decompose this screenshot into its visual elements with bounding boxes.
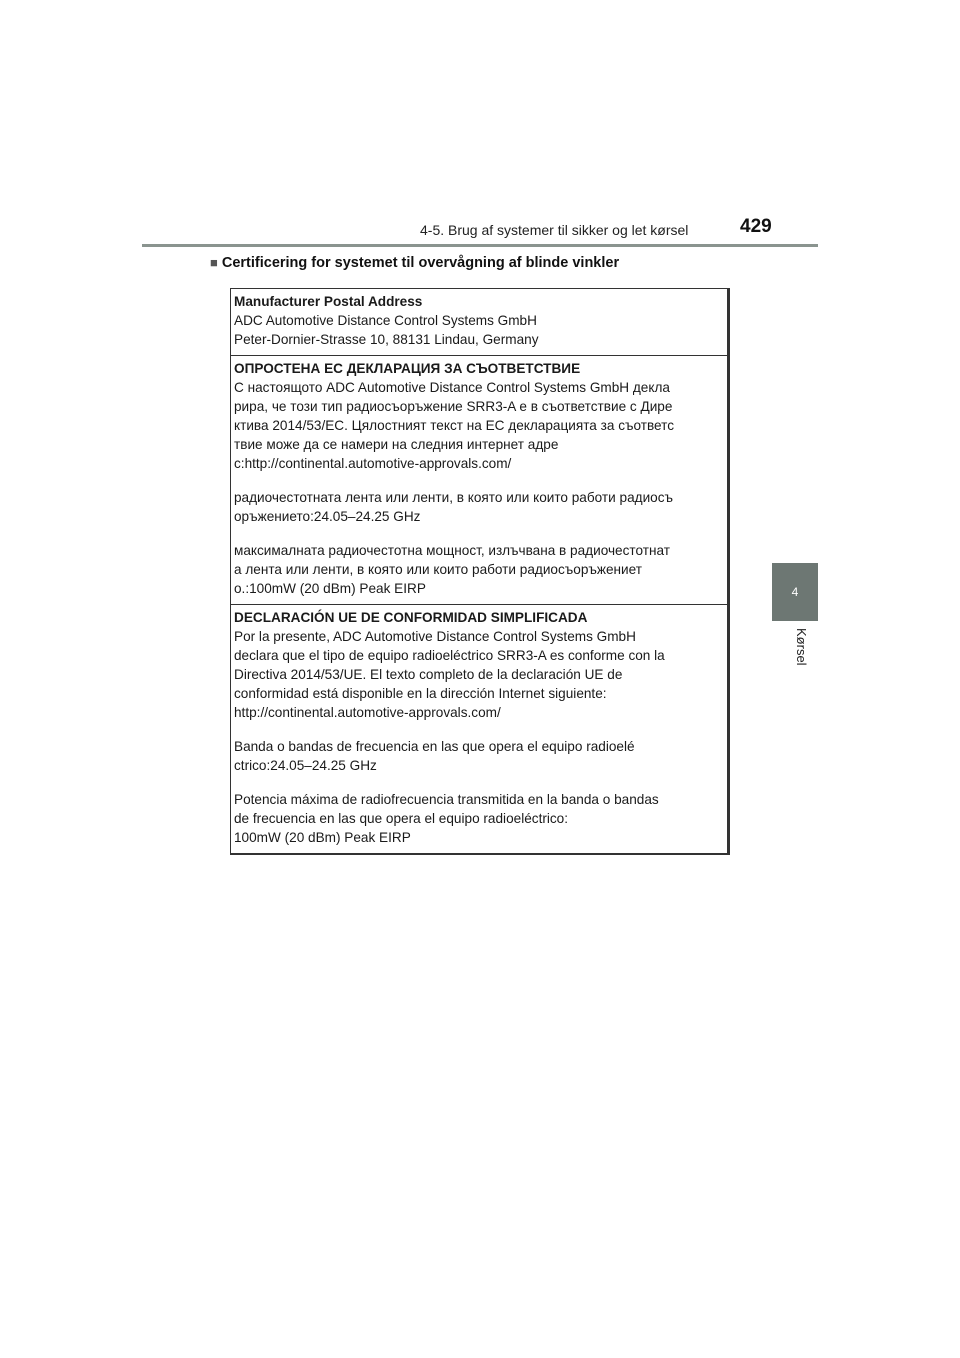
manufacturer-title: Manufacturer Postal Address — [234, 294, 423, 309]
bulgarian-line: с:http://continental.automotive-approvals.com/ — [234, 456, 512, 471]
certification-box — [230, 288, 730, 855]
page-number: 429 — [740, 216, 772, 237]
section-heading-text: Certificering for systemet til overvågning af blinde vinkler — [221, 255, 620, 271]
spanish-declaration-title: DECLARACIÓN UE DE CONFORMIDAD SIMPLIFICADA — [234, 610, 588, 625]
spanish-line: Directiva 2014/53/UE. El texto completo de la declaración UE de — [234, 667, 623, 682]
bulgarian-line: ктива 2014/53/ЕС. Цялостният текст на ЕС декларацията за съответс — [234, 418, 675, 433]
bulgarian-line: максималната радиочестотна мощност, излъчвана в радиочестотнат — [234, 543, 670, 558]
chapter-tab-number: 4 — [791, 585, 799, 599]
paragraph-gap — [234, 775, 724, 790]
spanish-line: http://continental.automotive-approvals.com/ — [234, 705, 501, 720]
bulgarian-line: о.:100mW (20 dBm) Peak EIRP — [234, 581, 426, 596]
manufacturer-section — [231, 289, 727, 356]
chapter-header-title: 4-5. Brug af systemer til sikker og let kørsel — [420, 222, 689, 238]
manufacturer-line: Peter-Dornier-Strasse 10, 88131 Lindau, Germany — [234, 332, 539, 347]
header-divider — [142, 244, 818, 247]
bulgarian-line: С настоящото ADC Automotive Distance Control Systems GmbH декла — [234, 380, 670, 395]
bulgarian-declaration-title: ОПРОСТЕНА ЕС ДЕКЛАРАЦИЯ ЗА СЪОТВЕТСТВИЕ — [234, 361, 581, 376]
square-bullet-icon: ■ — [210, 255, 218, 270]
bulgarian-line: оръжението:24.05–24.25 GHz — [234, 509, 421, 524]
bulgarian-declaration-section — [231, 356, 727, 605]
bulgarian-line: радиочестотната лента или ленти, в която или които работи радиосъ — [234, 490, 674, 505]
chapter-tab-label: Kørsel — [794, 628, 809, 666]
chapter-tab — [772, 563, 818, 621]
bulgarian-line: а лента или ленти, в която или които работи радиосъоръжениет — [234, 562, 642, 577]
section-heading — [210, 255, 619, 271]
spanish-line: declara que el tipo de equipo radioeléctrico SRR3-A es conforme con la — [234, 648, 665, 663]
spanish-line: 100mW (20 dBm) Peak EIRP — [234, 830, 411, 845]
bulgarian-line: рира, че този тип радиосъоръжение SRR3-A е в съответствие с Дире — [234, 399, 673, 414]
spanish-line: ctrico:24.05–24.25 GHz — [234, 758, 377, 773]
manufacturer-line: ADC Automotive Distance Control Systems GmbH — [234, 313, 537, 328]
bulgarian-line: твие може да се намери на следния интернет адре — [234, 437, 559, 452]
paragraph-gap — [234, 526, 724, 541]
spanish-line: Potencia máxima de radiofrecuencia transmitida en la banda o bandas — [234, 792, 659, 807]
spanish-line: de frecuencia en las que opera el equipo radioeléctrico: — [234, 811, 569, 826]
paragraph-gap — [234, 473, 724, 488]
spanish-line: Banda o bandas de frecuencia en las que opera el equipo radioelé — [234, 739, 635, 754]
spanish-line: Por la presente, ADC Automotive Distance Control Systems GmbH — [234, 629, 636, 644]
spanish-line: conformidad está disponible en la dirección Internet siguiente: — [234, 686, 607, 701]
spanish-declaration-section — [231, 605, 727, 853]
paragraph-gap — [234, 722, 724, 737]
